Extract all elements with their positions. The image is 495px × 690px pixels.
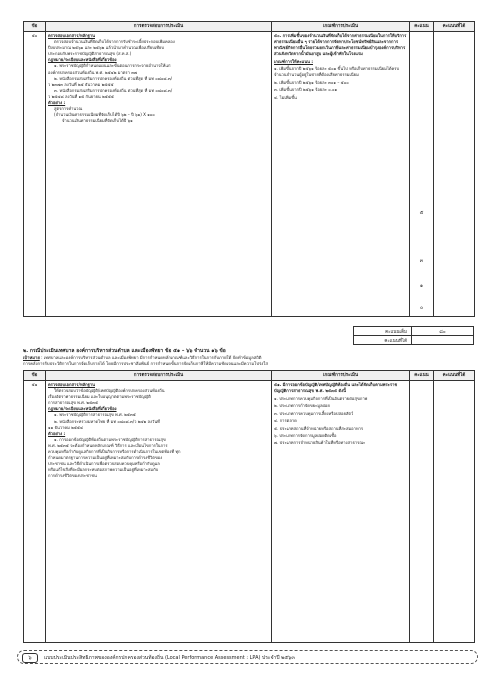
goal-text-line-2: การคลังการรับประวัติการในการจัดเก็บรายได้ โดยมีการประชาสัมพันธ์ การกำหนดขั้นการจัดเก็บภาษีให้มีความชัดเจนและมีความโปร่งใส xyxy=(23,361,268,366)
assessment-table-2 xyxy=(23,370,475,643)
criteria-line: ๗. ประเภทการจำหน่ายสินค้าในที่หรือทางสาธารณะ xyxy=(274,440,366,446)
table-row xyxy=(24,381,475,643)
topic-line: ประชาชน และวิธีดำเนินการเพื่อตรวจสอบควบคุมหรือกำกับดูแล xyxy=(48,461,160,467)
header-score: คะแนน xyxy=(410,371,434,381)
full-score-value: ๘๐ xyxy=(412,327,474,336)
header-no: ข้อ xyxy=(24,22,46,32)
criteria-line: ๓. ประเภทการควบคุมการเลี้ยงหรือปล่อยสัตว์ xyxy=(274,410,354,416)
criteria-cell xyxy=(272,381,410,643)
footer-title: แบบประเมินประสิทธิภาพขององค์กรปกครองส่วนท้องถิ่น (Local Performance Assessment : LPA) ประจำปี ๒๕๖๓ xyxy=(44,655,295,661)
goal-text-line-1: : เทศบาลและองค์การบริหารส่วนตำบล และเมืองพัทยา มีการกำหนดหลักเกณฑ์และวิธีการในการกับภายใต้ จัดทำข้อมูลสถิติ xyxy=(39,355,262,360)
topic-line: ๑. การออกข้อบัญญัติท้องถิ่นตามพระราชบัญญัติการสาธารณสุข xyxy=(54,436,166,442)
topic-line: ตัวอย่าง : xyxy=(48,100,66,106)
topic-line: การสาธารณสุข พ.ศ. ๒๕๓๕ xyxy=(48,400,99,406)
topic-line: ๒. หนังสือกระทรวงมหาดไทย ที่ มท ๐๘๐๘.๓/ว ๒๔๒ ลงวันที่ xyxy=(54,418,160,424)
criteria-line: ๒. ประเภทการกำจัดขยะมูลฝอย xyxy=(274,403,330,409)
criteria-line: ๕๐. การเพิ่มขึ้นของจำนวนเงินที่จัดเก็บได้จากค่าธรรมเนียมในการให้บริการ ค่าธรรมเนียมอื่น ๆ รายได้จากการจัดหาประโยชน์ทรัพย์สินและจากการพาณิชย์กิจการอื่นโดยรวมยกเว้นภาษีและค่าธรรมเนียมบำรุงองค์การบริหารส่วนจังหวัดจากน้ำมันยาสูบ และผู้เข้าพักในโรงแรม xyxy=(274,33,407,57)
topic-line: เรื่องอัตราค่าธรรมเนียม และใบอนุญาตตามพระราชบัญญัติ xyxy=(48,394,151,400)
table-header-row xyxy=(24,371,475,381)
topic-line: ปีงบประมาณ ๒๕๖๑ และ ๒๕๖๒ แล้วนำมาคำนวณเพื่อเปรียบเทียบ xyxy=(48,45,164,51)
assessment-table-1 xyxy=(23,21,475,317)
table-row xyxy=(24,32,475,317)
score-value: ๓ xyxy=(419,258,424,264)
topic-lines xyxy=(48,382,269,480)
topic-line: ตรวจสอบเอกสาร/หลักฐาน xyxy=(48,33,95,38)
criteria-line: ๔. การตลาด xyxy=(274,418,297,424)
criteria-lines xyxy=(274,382,407,447)
topic-line: ตรวจสอบจำนวนเงินที่จัดเก็บได้จากการรับชำระเบี้ยประกอบเพิ่มคลอง xyxy=(54,39,175,45)
score-summary xyxy=(353,326,474,345)
topic-lines xyxy=(48,33,269,124)
topic-line: ตรวจสอบเอกสาร/หลักฐาน xyxy=(48,382,95,387)
score-value: ๐ xyxy=(419,305,424,311)
header-score-obtained: คะแนนที่ได้ xyxy=(434,371,475,381)
obtained-score-value[interactable] xyxy=(412,336,474,345)
topic-line: ว ๒๓๗๓ ลงวันที่ ๒๕ ธันวาคม ๒๕๕๕ xyxy=(48,81,114,87)
topic-line: พ.ศ. ๒๕๓๕ จะต้องกำหนดหลักเกณฑ์ วิธีการ และเงื่อนไขการในการ xyxy=(48,442,168,448)
topic-line: ๒. หนังสือกรมส่งเสริมการปกครองท้องถิ่น ด่วนที่สุด ที่ มท ๐๘๐๘.๓/ xyxy=(54,75,173,81)
topic-line: ๑. พระราชบัญญัติการสาธารณสุข พ.ศ. ๒๕๓๕ xyxy=(54,412,136,418)
goal-label: เป้าหมาย xyxy=(23,355,40,360)
item-number: ๕๑ xyxy=(24,381,46,643)
criteria-line: เกณฑ์การให้คะแนน : xyxy=(274,58,313,64)
header-topic: การตรวจสอบการประเมิน xyxy=(46,22,272,32)
topic-line: ๑๑ ธันวาคม ๒๕๕๔ xyxy=(48,424,84,430)
criteria-lines xyxy=(274,33,407,101)
header-score-obtained: คะแนนที่ได้ xyxy=(434,22,475,32)
item-number: ๕๐ xyxy=(24,32,46,317)
topic-cell xyxy=(46,32,272,317)
topic-line: องค์กรปกครองส่วนท้องถิ่น พ.ศ. ๒๕๔๒ มาตรา ๓๗ xyxy=(48,69,138,75)
criteria-line: ๖. ประเภทการจัดการมูลฝอยติดเชื้อ xyxy=(274,433,337,438)
header-no: ข้อ xyxy=(24,371,46,381)
header-score: คะแนน xyxy=(410,22,434,32)
topic-line: สูตรการคำนวณ xyxy=(54,106,83,112)
section-2-title: ๒. กรณีประเมินเทศบาล องค์การบริหารส่วนตำบล และเมืองพัทยา ข้อ ๕๑ – ๖๖ จำนวน ๑๖ ข้อ xyxy=(23,348,226,354)
criteria-line: ๕. ประเภทสถานที่จำหน่ายหรือสถานที่สะสมอาหาร xyxy=(274,425,364,431)
header-criteria: เกณฑ์การประเมิน xyxy=(272,22,410,32)
topic-cell xyxy=(46,381,272,643)
header-criteria: เกณฑ์การประเมิน xyxy=(272,371,410,381)
score-value: ๑ xyxy=(419,283,424,289)
criteria-line: ๑. เพิ่มขึ้นจากปี ๒๕๖๑ ร้อยละ ๕๐๑ ขึ้นไป หรือเก็บค่าธรรมเนียมได้ครบจำนวนจำนวนผู้อยู่ในข่ายที่ต้องเสียค่าธรรมเนียม xyxy=(274,66,400,78)
topic-line: หรือแก้ไขสิ่งที่จะมีผลกระทบต่อสภาพความเป็นอยู่ที่เหมาะสมกับ xyxy=(48,467,159,473)
table-header-row xyxy=(24,22,475,32)
topic-line: ให้ตรวจสอบว่าข้อบัญญัติ/เทศบัญญัติองค์กรปกครองส่วนท้องถิ่น xyxy=(54,388,165,394)
criteria-cell xyxy=(272,32,410,317)
score-obtained-cell[interactable] xyxy=(434,381,475,643)
topic-line: ว ๒๕๔๘ ลงวันที่ ๑๕ กันยายน ๒๕๕๕ xyxy=(48,93,115,99)
score-cell xyxy=(410,32,434,317)
topic-line: (จำนวนเงินค่าธรรมเนียมที่จัดเก็บได้ปี ๖๒ – ปี ๖๑) X ๑๐๐ xyxy=(54,112,155,118)
criteria-line: ๒. เพิ่มขึ้นจากปี ๒๕๖๑ ร้อยละ ๓๐๑ – ๕๐๐ xyxy=(274,79,349,85)
obtained-score-label: คะแนนที่ได้ xyxy=(354,336,412,345)
score-obtained-cell[interactable] xyxy=(434,32,475,317)
topic-line: จำนวนเงินค่าธรรมเนียมที่จัดเก็บได้ปี ๖๑ xyxy=(62,118,133,124)
section-2-goal xyxy=(23,355,474,367)
page-number: ๖ xyxy=(22,653,38,663)
topic-line: ควบคุมหรือกำกับดูแลกิจการที่เป็นกิจการหรือการดำเนินการในเขตท้องที่ ทุก xyxy=(48,449,181,455)
topic-line: ๓. หนังสือกรมส่งเสริมการปกครองท้องถิ่น ด่วนที่สุด ที่ มท ๐๘๐๘.๓/ xyxy=(54,87,173,93)
topic-line: การดำรงชีวิตของประชาชน xyxy=(48,473,97,479)
criteria-line: ๓. เพิ่มขึ้นจากปี ๒๕๖๑ ร้อยละ ๐.๐๑ xyxy=(274,87,338,93)
topic-line: กฎหมาย/ระเบียบและหนังสือที่เกี่ยวข้อง xyxy=(48,57,117,63)
header-topic: การตรวจสอบการประเมิน xyxy=(46,371,272,381)
score-cell xyxy=(410,381,434,643)
topic-line: ตัวอย่าง : xyxy=(48,430,66,436)
score-value: ๕ xyxy=(419,210,424,216)
criteria-line: ๔. ไม่เพิ่มขึ้น xyxy=(274,94,297,100)
page-footer xyxy=(17,650,478,664)
criteria-line: ๑. ประเภทการควบคุมกิจการที่เป็นอันตรายต่อสุขภาพ xyxy=(274,395,368,401)
full-score-label: คะแนนเต็ม xyxy=(354,327,412,336)
topic-line: กฎหมาย/ระเบียบและหนังสือที่เกี่ยวข้อง xyxy=(48,406,117,412)
criteria-line: ๕๑. มีการออกข้อบัญญัติ/เทศบัญญัติท้องถิ่น และได้จัดเก็บตามพระราชบัญญัติการสาธารณสุข พ.ศ. ๒๕๓๕ ดังนี้ xyxy=(274,382,398,394)
topic-line: ประกอบกับพระราชบัญญัติสาธารณสุข (ส.ท.ส.) xyxy=(48,51,132,57)
topic-line: ๑. พระราชบัญญัติกำหนดแผนและขั้นตอนการกระจายอำนาจให้แก่ xyxy=(54,63,171,69)
topic-line: กำหนดมาตรฐานการความเป็นอยู่ที่เหมาะสมกับการดำรงชีวิตของ xyxy=(48,455,163,461)
